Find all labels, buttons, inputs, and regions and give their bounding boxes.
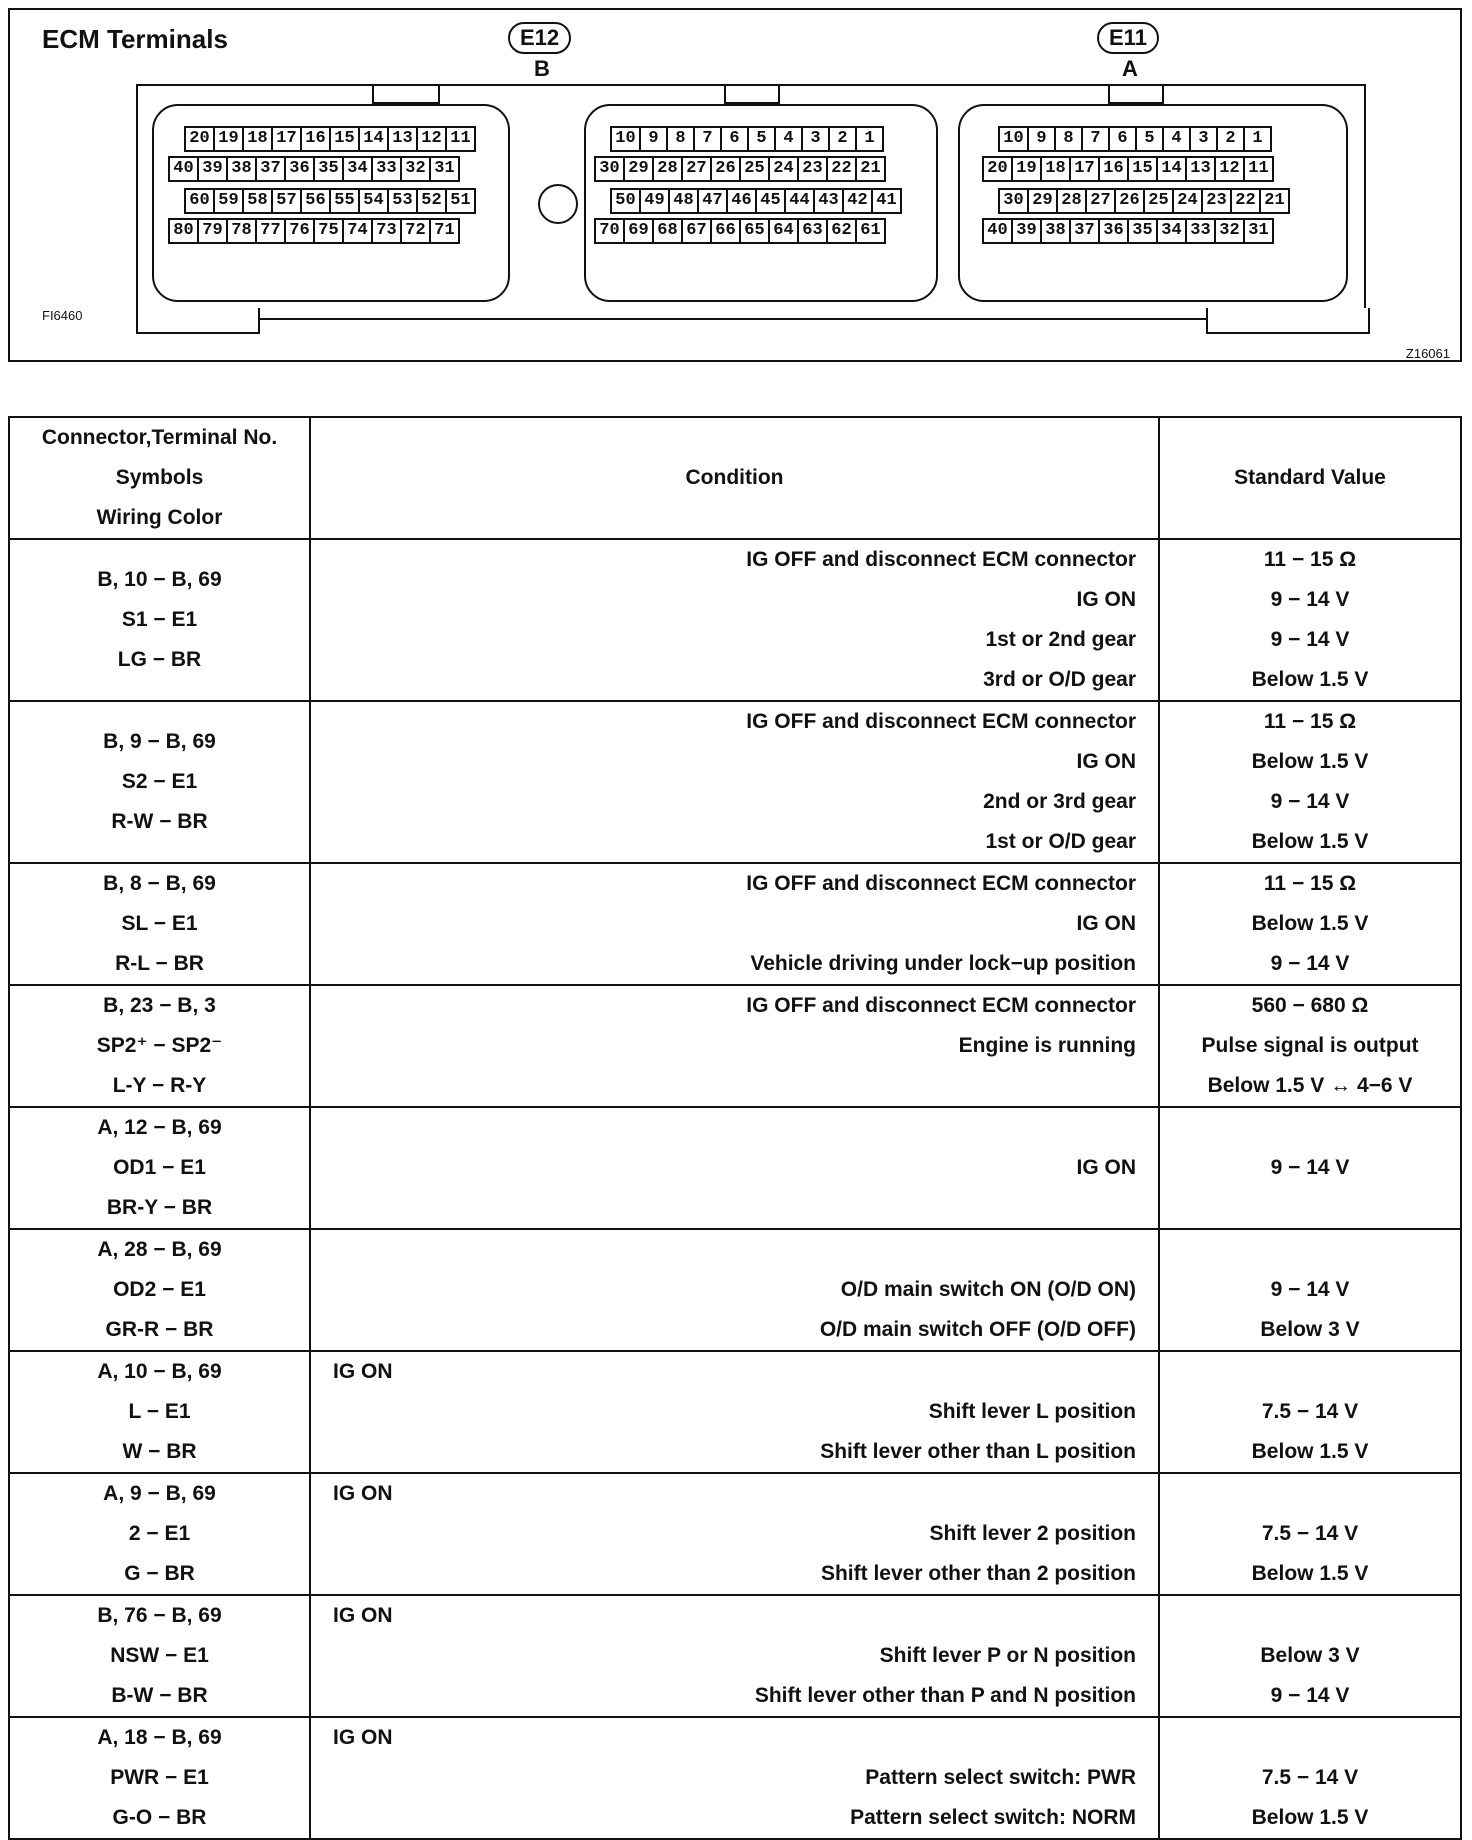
terminal-symbols: S2 − E1 xyxy=(121,770,198,793)
condition-text: IG ON xyxy=(1076,750,1136,773)
condition-text: Shift lever 2 position xyxy=(929,1522,1136,1545)
terminal-pin: 63 xyxy=(797,218,828,244)
terminal-pin: 33 xyxy=(371,156,402,182)
terminal-pin: 8 xyxy=(1054,126,1083,152)
pin-row xyxy=(612,126,884,152)
table-row xyxy=(9,1107,1461,1229)
terminal-cell xyxy=(9,1595,310,1717)
standard-value: 7.5 − 14 V xyxy=(1261,1766,1359,1789)
terminal-pin: 35 xyxy=(1127,218,1158,244)
terminal-pin: 18 xyxy=(1040,156,1071,182)
standard-value-cell xyxy=(1159,985,1461,1107)
terminal-pin: 16 xyxy=(300,126,331,152)
terminal-pin: 32 xyxy=(1214,218,1245,244)
terminal-no: B, 76 − B, 69 xyxy=(97,1604,222,1627)
condition-text: 3rd or O/D gear xyxy=(983,668,1136,691)
condition-cell xyxy=(310,1229,1159,1351)
table-row xyxy=(9,985,1461,1107)
terminal-symbols: S1 − E1 xyxy=(121,608,198,631)
terminal-pin: 39 xyxy=(1011,218,1042,244)
terminal-no: A, 9 − B, 69 xyxy=(103,1482,216,1505)
terminal-symbols: SP2⁺ − SP2⁻ xyxy=(96,1034,223,1057)
terminal-pin: 8 xyxy=(666,126,695,152)
pin-row xyxy=(1000,126,1272,152)
condition-text: O/D main switch OFF (O/D OFF) xyxy=(819,1318,1136,1341)
terminal-pin: 10 xyxy=(610,126,641,152)
terminal-pin: 33 xyxy=(1185,218,1216,244)
terminal-cell xyxy=(9,985,310,1107)
condition-text: 2nd or 3rd gear xyxy=(983,790,1136,813)
standard-value: Below 3 V xyxy=(1260,1644,1360,1667)
terminal-pin: 11 xyxy=(445,126,476,152)
terminal-pin: 59 xyxy=(213,188,244,214)
terminal-pin: 37 xyxy=(1069,218,1100,244)
condition-text: IG OFF and disconnect ECM connector xyxy=(746,994,1136,1017)
standard-value: 9 − 14 V xyxy=(1270,790,1350,813)
condition-text: IG ON xyxy=(333,1604,393,1627)
latch-tab xyxy=(724,84,780,104)
connector-letter-b: B xyxy=(534,56,550,81)
terminal-cell xyxy=(9,1107,310,1229)
terminal-pin: 75 xyxy=(313,218,344,244)
condition-text xyxy=(311,1188,1158,1228)
standard-value: Below 1.5 V xyxy=(1251,1806,1369,1829)
terminal-pin: 46 xyxy=(726,188,757,214)
figure-code-left: FI6460 xyxy=(42,308,83,323)
condition-text xyxy=(311,1230,1158,1270)
terminal-pin: 14 xyxy=(358,126,389,152)
terminal-pin: 38 xyxy=(226,156,257,182)
standard-value-cell xyxy=(1159,1717,1461,1839)
terminal-pin: 21 xyxy=(1259,188,1290,214)
terminal-pin: 40 xyxy=(168,156,199,182)
condition-text: IG ON xyxy=(1076,588,1136,611)
terminal-pin: 27 xyxy=(681,156,712,182)
terminal-pin: 1 xyxy=(855,126,884,152)
terminal-pin: 15 xyxy=(329,126,360,152)
standard-value: 9 − 14 V xyxy=(1270,952,1350,975)
pin-row xyxy=(170,156,460,182)
standard-value xyxy=(1160,1718,1460,1758)
wiring-color: R-L − BR xyxy=(115,952,204,975)
terminal-pin: 30 xyxy=(998,188,1029,214)
terminal-pin: 70 xyxy=(594,218,625,244)
terminal-no: A, 18 − B, 69 xyxy=(97,1726,222,1749)
standard-value: Below 1.5 V ↔ 4−6 V xyxy=(1207,1074,1413,1097)
terminal-symbols: OD1 − E1 xyxy=(113,1156,206,1179)
header-standard-value: Standard Value xyxy=(1159,417,1461,539)
terminal-pin: 4 xyxy=(1162,126,1191,152)
terminal-symbols: L − E1 xyxy=(128,1400,191,1423)
terminal-pin: 22 xyxy=(1230,188,1261,214)
terminal-no: A, 12 − B, 69 xyxy=(97,1116,222,1139)
table-row xyxy=(9,539,1461,701)
wiring-color: G-O − BR xyxy=(112,1806,207,1829)
terminal-pin: 24 xyxy=(1172,188,1203,214)
terminal-pin: 19 xyxy=(1011,156,1042,182)
table-row xyxy=(9,1473,1461,1595)
standard-value xyxy=(1160,1230,1460,1270)
header-line: Wiring Color xyxy=(96,506,223,529)
ecm-terminal-spec-table xyxy=(8,416,1462,1840)
terminal-pin: 43 xyxy=(813,188,844,214)
pin-row xyxy=(186,126,476,152)
terminal-pin: 79 xyxy=(197,218,228,244)
terminal-pin: 13 xyxy=(387,126,418,152)
figure-code-right: Z16061 xyxy=(1405,346,1450,361)
standard-value-cell xyxy=(1159,863,1461,985)
ecm-connector-housing xyxy=(136,84,1366,320)
condition-text: IG OFF and disconnect ECM connector xyxy=(746,710,1136,733)
terminal-pin: 71 xyxy=(429,218,460,244)
terminal-no: A, 28 − B, 69 xyxy=(97,1238,222,1261)
terminal-pin: 37 xyxy=(255,156,286,182)
standard-value: 7.5 − 14 V xyxy=(1261,1522,1359,1545)
connector-letter-a: A xyxy=(1122,56,1138,81)
terminal-pin: 23 xyxy=(1201,188,1232,214)
terminal-pin: 16 xyxy=(1098,156,1129,182)
terminal-pin: 51 xyxy=(445,188,476,214)
terminal-pin: 48 xyxy=(668,188,699,214)
terminal-pin: 10 xyxy=(998,126,1029,152)
standard-value: Below 3 V xyxy=(1260,1318,1360,1341)
terminal-symbols: SL − E1 xyxy=(121,912,198,935)
terminal-pin: 78 xyxy=(226,218,257,244)
condition-cell xyxy=(310,985,1159,1107)
terminal-cell xyxy=(9,1351,310,1473)
terminal-pin: 61 xyxy=(855,218,886,244)
condition-text: IG OFF and disconnect ECM connector xyxy=(746,548,1136,571)
condition-cell xyxy=(310,863,1159,985)
terminal-pin: 13 xyxy=(1185,156,1216,182)
condition-text xyxy=(311,1066,1158,1106)
terminal-pin: 50 xyxy=(610,188,641,214)
terminal-pin: 32 xyxy=(400,156,431,182)
terminal-symbols: NSW − E1 xyxy=(110,1644,209,1667)
condition-text: IG ON xyxy=(333,1482,393,1505)
condition-cell xyxy=(310,1351,1159,1473)
terminal-pin: 68 xyxy=(652,218,683,244)
standard-value: 560 − 680 Ω xyxy=(1251,994,1369,1017)
terminal-no: B, 8 − B, 69 xyxy=(103,872,216,895)
condition-text: IG ON xyxy=(333,1360,393,1383)
terminal-pin: 65 xyxy=(739,218,770,244)
condition-text: IG ON xyxy=(333,1726,393,1749)
standard-value: Below 1.5 V xyxy=(1251,830,1369,853)
standard-value: Pulse signal is output xyxy=(1201,1034,1419,1057)
terminal-pin: 9 xyxy=(639,126,668,152)
wiring-color: GR-R − BR xyxy=(105,1318,214,1341)
standard-value: Below 1.5 V xyxy=(1251,668,1369,691)
terminal-pin: 64 xyxy=(768,218,799,244)
terminal-pin: 39 xyxy=(197,156,228,182)
terminal-pin: 26 xyxy=(710,156,741,182)
latch-tab xyxy=(372,84,440,104)
condition-text: Engine is running xyxy=(958,1034,1136,1057)
terminal-cell xyxy=(9,539,310,701)
header-line: Symbols xyxy=(115,466,204,489)
standard-value: 9 − 14 V xyxy=(1270,1684,1350,1707)
condition-text: O/D main switch ON (O/D ON) xyxy=(840,1278,1136,1301)
terminal-pin: 40 xyxy=(982,218,1013,244)
terminal-pin: 25 xyxy=(739,156,770,182)
condition-text: 1st or 2nd gear xyxy=(985,628,1136,651)
pin-row xyxy=(1000,188,1290,214)
terminal-pin: 6 xyxy=(1108,126,1137,152)
terminal-pin: 66 xyxy=(710,218,741,244)
pin-row xyxy=(984,156,1274,182)
wiring-color: LG − BR xyxy=(117,648,202,671)
standard-value xyxy=(1160,1596,1460,1636)
condition-text: Pattern select switch: NORM xyxy=(850,1806,1136,1829)
terminal-pin: 42 xyxy=(842,188,873,214)
terminal-pin: 17 xyxy=(271,126,302,152)
terminal-pin: 38 xyxy=(1040,218,1071,244)
condition-text: Shift lever L position xyxy=(928,1400,1136,1423)
terminal-pin: 28 xyxy=(1056,188,1087,214)
table-header-row xyxy=(9,417,1461,539)
standard-value-cell xyxy=(1159,1229,1461,1351)
header-condition: Condition xyxy=(310,417,1159,539)
terminal-cell xyxy=(9,863,310,985)
table-row xyxy=(9,863,1461,985)
terminal-pin: 69 xyxy=(623,218,654,244)
condition-text: Shift lever other than P and N position xyxy=(754,1684,1136,1707)
terminal-symbols: 2 − E1 xyxy=(128,1522,191,1545)
condition-text: Shift lever other than 2 position xyxy=(820,1562,1136,1585)
wiring-color: W − BR xyxy=(122,1440,197,1463)
terminal-pin: 29 xyxy=(623,156,654,182)
condition-text: 1st or O/D gear xyxy=(985,830,1136,853)
terminal-pin: 41 xyxy=(871,188,902,214)
terminal-pin: 77 xyxy=(255,218,286,244)
terminal-pin: 20 xyxy=(184,126,215,152)
diagram-title: ECM Terminals xyxy=(42,24,228,54)
terminal-pin: 2 xyxy=(828,126,857,152)
standard-value: Below 1.5 V xyxy=(1251,750,1369,773)
terminal-pin: 7 xyxy=(693,126,722,152)
condition-text: Shift lever other than L position xyxy=(820,1440,1136,1463)
table-row xyxy=(9,1595,1461,1717)
table-row xyxy=(9,701,1461,863)
terminal-pin: 29 xyxy=(1027,188,1058,214)
table-row xyxy=(9,1717,1461,1839)
terminal-pin: 30 xyxy=(594,156,625,182)
terminal-pin: 12 xyxy=(416,126,447,152)
table-body xyxy=(9,539,1461,1839)
terminal-pin: 18 xyxy=(242,126,273,152)
terminal-pin: 72 xyxy=(400,218,431,244)
terminal-pin: 36 xyxy=(1098,218,1129,244)
standard-value-cell xyxy=(1159,1351,1461,1473)
standard-value xyxy=(1160,1474,1460,1514)
terminal-pin: 3 xyxy=(1189,126,1218,152)
condition-text: Pattern select switch: PWR xyxy=(865,1766,1136,1789)
standard-value: Below 1.5 V xyxy=(1251,912,1369,935)
terminal-pin: 3 xyxy=(801,126,830,152)
terminal-pin: 35 xyxy=(313,156,344,182)
terminal-pin: 5 xyxy=(747,126,776,152)
terminal-pin: 36 xyxy=(284,156,315,182)
wiring-color: BR-Y − BR xyxy=(106,1196,213,1219)
latch-tab xyxy=(1108,84,1164,104)
pin-row xyxy=(612,188,902,214)
condition-cell xyxy=(310,1717,1159,1839)
mounting-hole xyxy=(538,184,578,224)
wiring-color: L-Y − R-Y xyxy=(112,1074,207,1097)
housing-foot xyxy=(1206,308,1370,334)
standard-value-cell xyxy=(1159,1107,1461,1229)
terminal-cell xyxy=(9,1229,310,1351)
terminal-pin: 1 xyxy=(1243,126,1272,152)
standard-value-cell xyxy=(1159,1595,1461,1717)
standard-value: 9 − 14 V xyxy=(1270,588,1350,611)
condition-cell xyxy=(310,1107,1159,1229)
terminal-pin: 23 xyxy=(797,156,828,182)
standard-value-cell xyxy=(1159,539,1461,701)
connector-code-e12: E12 xyxy=(508,22,571,54)
terminal-pin: 31 xyxy=(1243,218,1274,244)
standard-value-cell xyxy=(1159,701,1461,863)
terminal-symbols: OD2 − E1 xyxy=(113,1278,206,1301)
terminal-pin: 34 xyxy=(342,156,373,182)
terminal-pin: 2 xyxy=(1216,126,1245,152)
terminal-pin: 14 xyxy=(1156,156,1187,182)
terminal-pin: 28 xyxy=(652,156,683,182)
condition-cell xyxy=(310,539,1159,701)
terminal-pin: 15 xyxy=(1127,156,1158,182)
pin-row xyxy=(186,188,476,214)
standard-value: 7.5 − 14 V xyxy=(1261,1400,1359,1423)
terminal-pin: 24 xyxy=(768,156,799,182)
pin-row xyxy=(596,156,886,182)
terminal-pin: 5 xyxy=(1135,126,1164,152)
terminal-symbols: PWR − E1 xyxy=(110,1766,209,1789)
terminal-pin: 21 xyxy=(855,156,886,182)
header-terminal xyxy=(9,417,310,539)
terminal-pin: 11 xyxy=(1243,156,1274,182)
pin-row xyxy=(170,218,460,244)
header-line: Connector,Terminal No. xyxy=(41,426,278,449)
terminal-no: B, 10 − B, 69 xyxy=(97,568,222,591)
standard-value: 9 − 14 V xyxy=(1270,1278,1350,1301)
terminal-pin: 55 xyxy=(329,188,360,214)
terminal-no: B, 23 − B, 3 xyxy=(103,994,216,1017)
condition-text: Vehicle driving under lock−up position xyxy=(750,952,1136,975)
table-row xyxy=(9,1351,1461,1473)
terminal-pin: 47 xyxy=(697,188,728,214)
standard-value-cell xyxy=(1159,1473,1461,1595)
terminal-pin: 67 xyxy=(681,218,712,244)
terminal-pin: 80 xyxy=(168,218,199,244)
condition-cell xyxy=(310,1595,1159,1717)
terminal-cell xyxy=(9,1473,310,1595)
terminal-pin: 58 xyxy=(242,188,273,214)
terminal-pin: 12 xyxy=(1214,156,1245,182)
pin-row xyxy=(596,218,886,244)
terminal-no: B, 9 − B, 69 xyxy=(103,730,216,753)
terminal-pin: 34 xyxy=(1156,218,1187,244)
condition-text xyxy=(311,1108,1158,1148)
standard-value: 11 − 15 Ω xyxy=(1263,872,1357,895)
terminal-pin: 49 xyxy=(639,188,670,214)
condition-text: IG ON xyxy=(1076,912,1136,935)
housing-foot xyxy=(136,308,260,334)
terminal-pin: 62 xyxy=(826,218,857,244)
standard-value xyxy=(1160,1108,1460,1148)
terminal-pin: 7 xyxy=(1081,126,1110,152)
terminal-pin: 45 xyxy=(755,188,786,214)
condition-text: IG OFF and disconnect ECM connector xyxy=(746,872,1136,895)
condition-cell xyxy=(310,1473,1159,1595)
terminal-pin: 6 xyxy=(720,126,749,152)
terminal-pin: 74 xyxy=(342,218,373,244)
terminal-pin: 31 xyxy=(429,156,460,182)
wiring-color: R-W − BR xyxy=(111,810,208,833)
terminal-pin: 17 xyxy=(1069,156,1100,182)
terminal-pin: 44 xyxy=(784,188,815,214)
standard-value: 9 − 14 V xyxy=(1270,628,1350,651)
standard-value: Below 1.5 V xyxy=(1251,1562,1369,1585)
terminal-no: A, 10 − B, 69 xyxy=(97,1360,222,1383)
connector-code-e11: E11 xyxy=(1097,22,1159,54)
standard-value xyxy=(1160,1352,1460,1392)
standard-value: 11 − 15 Ω xyxy=(1263,710,1357,733)
terminal-pin: 25 xyxy=(1143,188,1174,214)
terminal-pin: 76 xyxy=(284,218,315,244)
terminal-pin: 27 xyxy=(1085,188,1116,214)
condition-cell xyxy=(310,701,1159,863)
terminal-pin: 60 xyxy=(184,188,215,214)
terminal-pin: 52 xyxy=(416,188,447,214)
condition-text: IG ON xyxy=(1076,1156,1136,1179)
terminal-pin: 19 xyxy=(213,126,244,152)
wiring-color: G − BR xyxy=(124,1562,195,1585)
terminal-cell xyxy=(9,701,310,863)
terminal-pin: 73 xyxy=(371,218,402,244)
ecm-terminal-diagram xyxy=(8,8,1462,362)
terminal-pin: 56 xyxy=(300,188,331,214)
standard-value: 9 − 14 V xyxy=(1270,1156,1350,1179)
terminal-pin: 26 xyxy=(1114,188,1145,214)
pin-row xyxy=(984,218,1274,244)
terminal-cell xyxy=(9,1717,310,1839)
terminal-pin: 4 xyxy=(774,126,803,152)
terminal-pin: 20 xyxy=(982,156,1013,182)
standard-value: Below 1.5 V xyxy=(1251,1440,1369,1463)
terminal-pin: 9 xyxy=(1027,126,1056,152)
condition-text: Shift lever P or N position xyxy=(879,1644,1136,1667)
terminal-pin: 53 xyxy=(387,188,418,214)
terminal-pin: 54 xyxy=(358,188,389,214)
wiring-color: B-W − BR xyxy=(111,1684,208,1707)
table-row xyxy=(9,1229,1461,1351)
standard-value xyxy=(1160,1188,1460,1228)
standard-value: 11 − 15 Ω xyxy=(1263,548,1357,571)
terminal-pin: 22 xyxy=(826,156,857,182)
terminal-pin: 57 xyxy=(271,188,302,214)
